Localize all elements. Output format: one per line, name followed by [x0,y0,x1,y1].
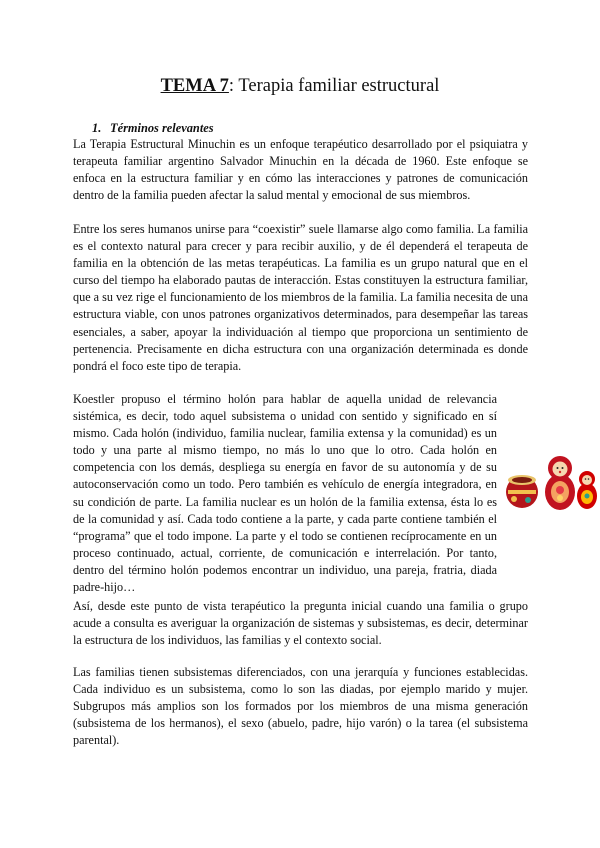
paragraph-intro: La Terapia Estructural Minuchin es un enfoque terapéutico desarrollado por el psiquiatra y terapeuta familiar argentino Salvador Minuchin en la década de 1960. Este enfoque se enfoca en la estructura familiar y en cómo las interacciones y patrones de comunicación dentro de la familia pueden afectar la salud mental y emocional de sus miembros. [73,137,528,203]
section-heading [92,120,214,136]
paragraph-family: Entre los seres humanos unirse para “coexistir” suele llamarse algo como familia. La familia es el contexto natural para crecer y para recibir auxilio, y de él dependerá el terapeuta de familia en la obtención de las metas terapéuticas. La familia es un grupo natural que en el curso del tiempo ha elaborado pautas de interacción. Estas constituyen la estructura familiar, que a su vez rige el funcionamiento de los miembros de la familia. La familia necesita de una estructura viable, con unos patrones organizativos determinados, para desempeñar las tareas esenciales, a saber, apoyar la individuación al tiempo que proporciona un sentimiento de pertenencia. Precisamente en dicha estructura con una organización determinada es donde pondrá el foco este tipo de terapia. [73,222,528,373]
paragraph-consulta: Así, desde este punto de vista terapéutico la pregunta inicial cuando una familia o grupo acude a consulta es averiguar la organización de sistemas y subsistemas, es decir, determinar la estructura de los individuos, las familias y el contexto social. [73,599,528,648]
paragraph-subsistemas: Las familias tienen subsistemas diferenciados, con una jerarquía y funciones establecidas. Cada individuo es un subsistema, como lo son las diadas, por ejemplo marido y mujer. Subgrupos más amplios son los formados por los miembros de una misma generación (subsistema de los hermanos), el sexo (abuelo, padre, hijo varón) o la tarea (el subsistema parental). [73,665,528,748]
matryoshka-dolls-icon [500,452,600,512]
page-title [0,74,600,98]
section-number: 1. [92,121,102,135]
title-text: : Terapia familiar estructural [228,76,440,96]
paragraph-holon: Koestler propuso el término holón para hablar de aquella unidad de relevancia sistémica, es decir, todo aquel subsistema o unidad con sentido y significado en sí mismo. Cada holón (individuo, familia nuclear, familia extensa y la comunidad) es un todo y una parte al mismo tiempo, no más lo uno que lo otro. Cada holón en competencia con los demás, despliega su energía en favor de su autonomía y de su autoconservación como un todo. Pero también es vehículo de energía integradora, en su condición de parte. La familia nuclear es un holón de la familia extensa, ésta lo es de la comunidad y así. Cada todo contiene a la parte, y cada parte contiene también el “programa” que el todo impone. La parte y el todo se contienen recíprocamente en un proceso continuado, actual, corriente, de comunicación e interrelación. Por tanto, dentro del término holón podemos encontrar un individuo, una pareja, fratria, diada padre-hijo… [73,392,497,595]
section-label: Términos relevantes [110,121,214,135]
title-number: TEMA 7 [160,76,229,96]
